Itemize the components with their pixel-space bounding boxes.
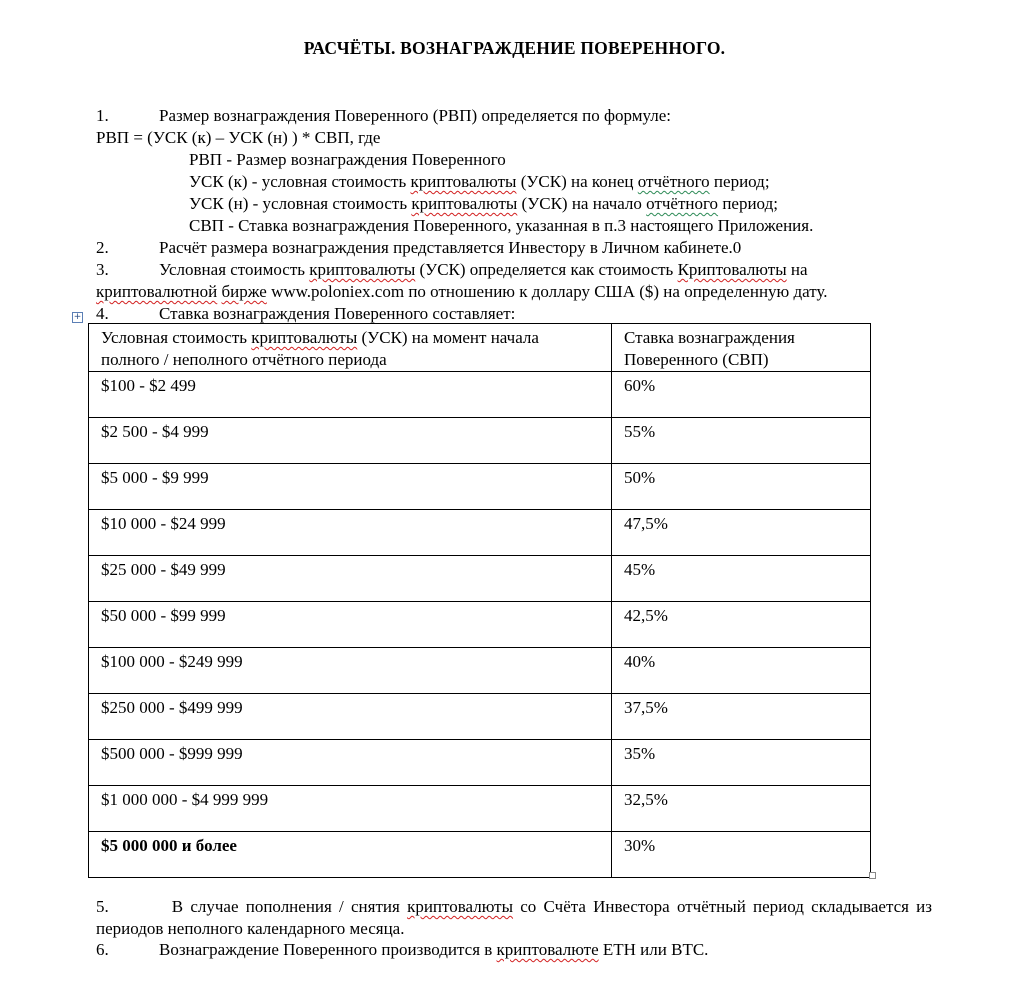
spellcheck-word: криптовалюты bbox=[251, 328, 358, 347]
table-row bbox=[89, 832, 871, 878]
paragraph-3-number: 3. bbox=[96, 260, 109, 279]
rate-cell: 42,5% bbox=[612, 602, 871, 648]
grammar-check-word: отчётного bbox=[646, 194, 719, 213]
header-cell-cost bbox=[89, 324, 612, 372]
range-cell: $500 000 - $999 999 bbox=[89, 740, 612, 786]
header-text: Ставка вознаграждения bbox=[624, 328, 795, 347]
table-move-handle-icon[interactable]: + bbox=[73, 312, 82, 322]
page-title: РАСЧЁТЫ. ВОЗНАГРАЖДЕНИЕ ПОВЕРЕННОГО. bbox=[303, 38, 726, 58]
range-cell: $250 000 - $499 999 bbox=[89, 694, 612, 740]
text-part: Условная стоимость bbox=[159, 260, 310, 279]
spellcheck-word: бирже bbox=[221, 282, 267, 301]
table-row bbox=[89, 556, 871, 602]
rate-cell: 32,5% bbox=[612, 786, 871, 832]
range-cell: $2 500 - $4 999 bbox=[89, 418, 612, 464]
table-row bbox=[89, 648, 871, 694]
rate-cell: 47,5% bbox=[612, 510, 871, 556]
text-part: Вознаграждение Поверенного производится в bbox=[159, 940, 497, 959]
table-row bbox=[89, 464, 871, 510]
table-resize-handle[interactable] bbox=[869, 872, 876, 879]
paragraph-6-number: 6. bbox=[96, 940, 109, 959]
text-part: на bbox=[786, 260, 808, 279]
text-part: ETH или BTC. bbox=[598, 940, 709, 959]
range-cell: $100 - $2 499 bbox=[89, 372, 612, 418]
rate-cell: 45% bbox=[612, 556, 871, 602]
spellcheck-word: Криптовалюты bbox=[677, 260, 787, 279]
rate-cell: 60% bbox=[612, 372, 871, 418]
paragraph-5-number: 5. bbox=[96, 897, 109, 916]
range-cell: $50 000 - $99 999 bbox=[89, 602, 612, 648]
paragraph-3-line-2 bbox=[96, 281, 828, 303]
rate-cell: 40% bbox=[612, 648, 871, 694]
table-header-row bbox=[89, 324, 871, 372]
formula: РВП = (УСК (к) – УСК (н) ) * СВП, где bbox=[96, 128, 381, 147]
header-text: (УСК) на момент начала bbox=[357, 328, 539, 347]
table-row bbox=[89, 694, 871, 740]
spellcheck-word: криптовалюты bbox=[410, 172, 517, 191]
paragraph-6-text bbox=[159, 939, 708, 961]
table-row bbox=[89, 372, 871, 418]
def-usk-k bbox=[189, 171, 770, 193]
def-usk-n-part: (УСК) на начало bbox=[517, 194, 647, 213]
spellcheck-word: криптовалюты bbox=[309, 260, 416, 279]
table-row bbox=[89, 786, 871, 832]
paragraph-2-number: 2. bbox=[96, 238, 109, 257]
text-part: со Счёта Инвестора отчётный период складывается из периодов неполного календарного месяца. bbox=[96, 897, 932, 938]
header-text: Поверенного (СВП) bbox=[624, 350, 769, 369]
def-usk-k-part: период; bbox=[709, 172, 770, 191]
paragraph-1-number: 1. bbox=[96, 106, 109, 125]
paragraph-5 bbox=[96, 896, 932, 940]
text-part: В случае пополнения / снятия bbox=[171, 897, 408, 916]
rate-cell: 50% bbox=[612, 464, 871, 510]
paragraph-4-text: Ставка вознаграждения Поверенного составляет: bbox=[159, 304, 516, 323]
spellcheck-word: криптовалюте bbox=[496, 940, 599, 959]
paragraph-4-number: 4. bbox=[96, 304, 109, 323]
text-part: (УСК) определяется как стоимость bbox=[415, 260, 678, 279]
range-cell: $5 000 - $9 999 bbox=[89, 464, 612, 510]
table-row bbox=[89, 740, 871, 786]
range-cell: $5 000 000 и более bbox=[89, 832, 612, 878]
header-text: полного / неполного отчётного периода bbox=[101, 350, 387, 369]
def-svp: СВП - Ставка вознаграждения Поверенного, указанная в п.3 настоящего Приложения. bbox=[189, 216, 814, 235]
table-row bbox=[89, 510, 871, 556]
rate-cell: 55% bbox=[612, 418, 871, 464]
header-text: Условная стоимость bbox=[101, 328, 252, 347]
header-cell-rate bbox=[612, 324, 871, 372]
def-rvp: РВП - Размер вознаграждения Поверенного bbox=[189, 150, 506, 169]
table-row bbox=[89, 602, 871, 648]
spellcheck-word: криптовалюты bbox=[407, 897, 514, 916]
rate-cell: 35% bbox=[612, 740, 871, 786]
rate-cell: 30% bbox=[612, 832, 871, 878]
spellcheck-word: криптовалюты bbox=[411, 194, 518, 213]
def-usk-n bbox=[189, 193, 778, 215]
rates-table bbox=[88, 323, 871, 878]
range-cell: $1 000 000 - $4 999 999 bbox=[89, 786, 612, 832]
def-usk-k-part: УСК (к) - условная стоимость bbox=[189, 172, 411, 191]
range-cell: $10 000 - $24 999 bbox=[89, 510, 612, 556]
range-cell: $100 000 - $249 999 bbox=[89, 648, 612, 694]
paragraph-2-text: Расчёт размера вознаграждения представляется Инвестору в Личном кабинете.0 bbox=[159, 238, 742, 257]
rate-cell: 37,5% bbox=[612, 694, 871, 740]
paragraph-1-text: Размер вознаграждения Поверенного (РВП) определяется по формуле: bbox=[159, 106, 672, 125]
spellcheck-word: криптовалютной bbox=[96, 282, 218, 301]
def-usk-n-part: период; bbox=[718, 194, 778, 213]
def-usk-n-part: УСК (н) - условная стоимость bbox=[189, 194, 412, 213]
table-row bbox=[89, 418, 871, 464]
paragraph-3-text bbox=[159, 259, 808, 281]
grammar-check-word: отчётного bbox=[637, 172, 710, 191]
text-part: www.poloniex.com по отношению к доллару США ($) на определенную дату. bbox=[266, 282, 828, 301]
range-cell: $25 000 - $49 999 bbox=[89, 556, 612, 602]
def-usk-k-part: (УСК) на конец bbox=[516, 172, 638, 191]
